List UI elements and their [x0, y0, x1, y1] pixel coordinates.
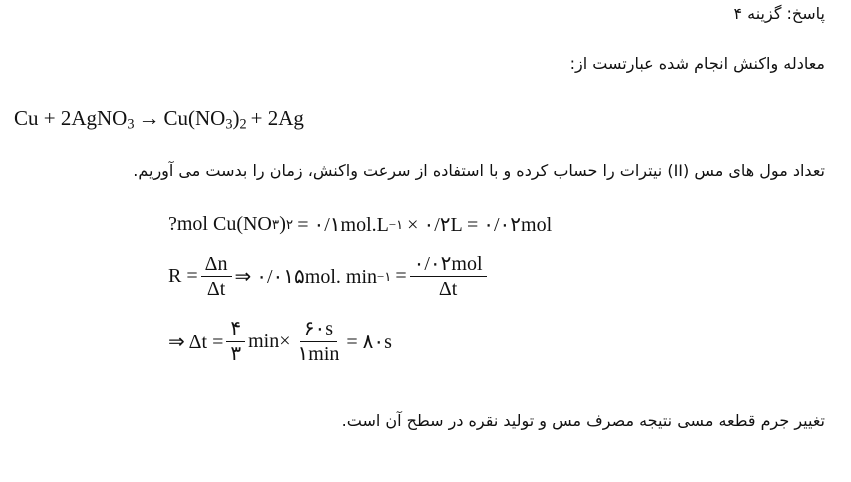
intro-line: معادله واکنش انجام شده عبارتست از:	[569, 54, 825, 73]
conversion-fraction-numerator: ۶۰s	[300, 318, 337, 342]
reaction-equation	[14, 106, 304, 131]
count-sentence: تعداد مول های مس (II) نیترات را حساب کرده و با استفاده از سرعت واکنش، زمان را بدست می آوریم.	[133, 161, 825, 180]
moles-over-time-fraction	[410, 253, 487, 300]
reaction-product-copper-nitrate: Cu(NO	[163, 106, 226, 130]
time-fraction-denominator: ۳	[230, 343, 242, 365]
math-line-moles: ?mol Cu(NO ۳ ) ۲ = ۰/۱mol.L −۱ × ۰/۲L = ۰/۰۲mol	[168, 213, 553, 236]
time-unit: min×	[248, 330, 291, 352]
moles-lhs: ?mol Cu(NO	[168, 213, 272, 235]
moles-concentration: = ۰/۱mol.L	[297, 214, 389, 236]
conversion-fraction	[294, 318, 344, 365]
reaction-reactant-subscript: 3	[127, 116, 135, 133]
moles-over-time-denominator: Δt	[438, 278, 458, 300]
time-lhs: ⇒ Δt =	[168, 331, 224, 353]
conclusion-line: تغییر جرم قطعه مسی نتیجه مصرف مس و تولید نقره در سطح آن است.	[341, 411, 825, 430]
moles-result: × ۰/۲L = ۰/۰۲mol	[407, 214, 553, 236]
math-line-time	[168, 318, 392, 365]
moles-over-time-numerator: ۰/۰۲mol	[410, 253, 487, 277]
time-fraction-numerator: ۴	[226, 318, 245, 342]
math-line-rate: R = $\frac{\Delta n}{\Delta t}$ ⇒ ۰/۰۱۵mol. min −۱ = $\frac{\text{۰/۰۲mol}}{\Delta t}$	[168, 253, 490, 300]
time-result: = ۸۰s	[346, 331, 392, 353]
moles-lhs-close-paren: )	[279, 213, 286, 235]
reaction-product-silver: + 2Ag	[250, 106, 304, 130]
rate-fraction-denominator: Δt	[206, 278, 226, 300]
time-fraction	[226, 318, 245, 365]
rate-fraction	[201, 253, 232, 300]
rate-fraction-numerator: Δn	[201, 253, 232, 277]
reaction-arrow: →	[138, 106, 160, 130]
reaction-product-inner-subscript: 3	[225, 116, 233, 133]
reaction-product-close-paren: )	[232, 106, 240, 130]
reaction-product-outer-subscript: 2	[239, 116, 247, 133]
rate-equals: =	[395, 265, 407, 287]
conversion-fraction-denominator: ۱min	[297, 343, 340, 365]
answer-line: پاسخ: گزینه ۴	[733, 4, 825, 23]
reaction-reactants: Cu + 2AgNO	[14, 106, 128, 130]
rate-value: ⇒ ۰/۰۱۵mol. min	[234, 266, 378, 288]
rate-lhs: R =	[168, 265, 198, 287]
